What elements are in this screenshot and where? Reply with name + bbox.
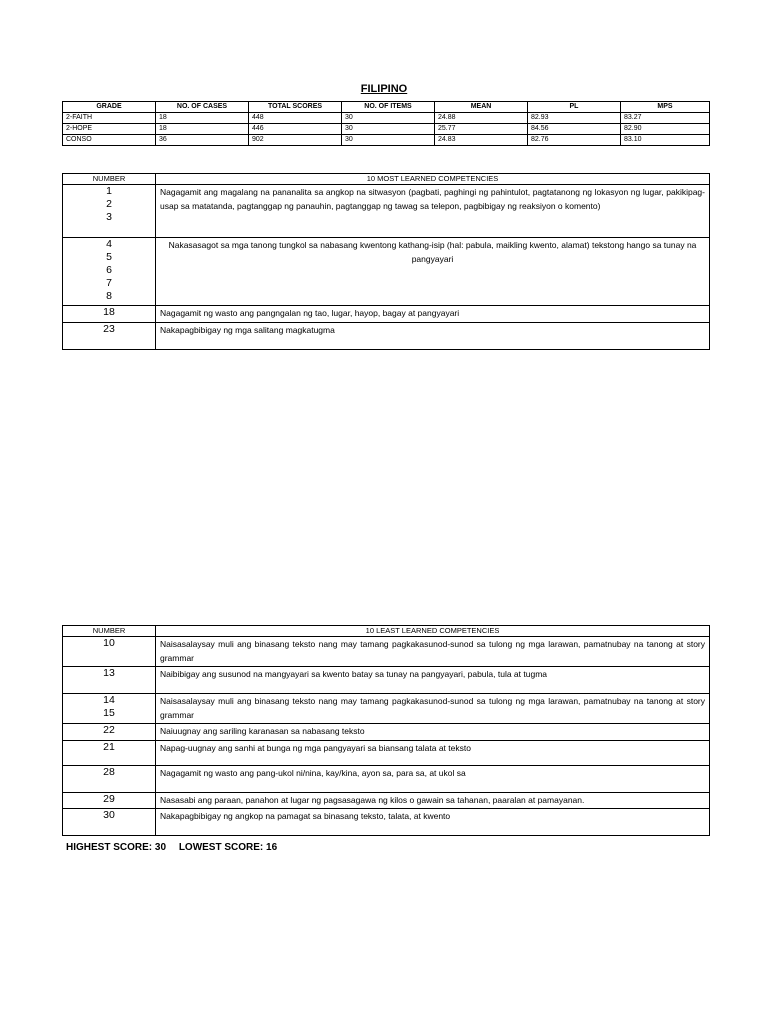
score-summary [66, 842, 287, 853]
most-row [63, 306, 710, 323]
cell: 25.77 [435, 124, 528, 135]
number-value: 14 [103, 694, 115, 706]
cell: 18 [156, 113, 249, 124]
least-learned-table [62, 625, 710, 836]
competency-text: Naiuugnay ang sariling karanasan sa nabasang teksto [156, 724, 710, 741]
header-grade: GRADE [63, 102, 156, 113]
least-row [63, 694, 710, 724]
competency-number [63, 809, 156, 836]
competency-text: Nagagamit ng wasto ang pang-ukol ni/nina, kay/kina, ayon sa, para sa, at ukol sa [156, 765, 710, 792]
competency-number [63, 740, 156, 765]
competency-text: Nakasasagot sa mga tanong tungkol sa nabasang kwentong kathang-isip (hal: pabula, maikling kwento, alamat) tekstong hango sa tunay na pangyayari [156, 238, 710, 306]
competency-number [63, 792, 156, 809]
number-value: 15 [103, 707, 115, 719]
cell: 902 [249, 135, 342, 146]
competency-number [63, 667, 156, 694]
least-row [63, 724, 710, 741]
least-row [63, 667, 710, 694]
cell: 82.90 [621, 124, 710, 135]
competency-text: Nagagamit ang magalang na pananalita sa angkop na sitwasyon (pagbati, paghingi ng pahintulot, pagtatanong ng lokasyon ng lugar, pakikipag-usap sa matatanda, pagtanggap ng panauhin, pagtanggap ng tawag sa telepon, pagbibigay ng reaksiyon o komento) [156, 185, 710, 238]
summary-header-row [63, 102, 710, 113]
number-value: 28 [103, 765, 115, 778]
competency-number [63, 306, 156, 323]
most-learned-table [62, 173, 710, 350]
competency-number [63, 724, 156, 741]
most-row [63, 322, 710, 349]
number-value: 3 [106, 211, 112, 223]
header-cases: NO. OF CASES [156, 102, 249, 113]
number-value: 18 [103, 306, 115, 318]
competency-text: Naisasalaysay muli ang binasang teksto nang may tamang pagkakasunod-sunod sa tulong ng mga larawan, pamatnubay na tanong at story grammar [156, 694, 710, 724]
least-row [63, 740, 710, 765]
lowest-score: LOWEST SCORE: 16 [178, 842, 278, 853]
cell: 30 [342, 113, 435, 124]
header-mean: MEAN [435, 102, 528, 113]
cell: 24.83 [435, 135, 528, 146]
least-header-title: 10 LEAST LEARNED COMPETENCIES [156, 626, 710, 637]
competency-text: Nakapagbibigay ng angkop na pamagat sa binasang teksto, talata, at kwento [156, 809, 710, 836]
number-value: 29 [103, 792, 115, 805]
cell: CONSO [63, 135, 156, 146]
number-value: 30 [103, 809, 115, 821]
cell: 83.10 [621, 135, 710, 146]
header-mps: MPS [621, 102, 710, 113]
number-value: 21 [103, 740, 115, 753]
competency-text: Nagagamit ng wasto ang pangngalan ng tao, lugar, hayop, bagay at pangyayari [156, 306, 710, 323]
least-header-number: NUMBER [63, 626, 156, 637]
cell: 83.27 [621, 113, 710, 124]
number-value: 23 [103, 322, 115, 335]
summary-row [63, 135, 710, 146]
highest-score: HIGHEST SCORE: 30 [66, 842, 167, 853]
cell: 2-HOPE [63, 124, 156, 135]
least-row [63, 637, 710, 667]
most-header-title: 10 MOST LEARNED COMPETENCIES [156, 174, 710, 185]
number-value: 5 [106, 251, 112, 263]
number-value: 4 [106, 238, 112, 250]
cell: 18 [156, 124, 249, 135]
summary-row [63, 124, 710, 135]
number-value: 2 [106, 198, 112, 210]
number-value: 6 [106, 264, 112, 276]
summary-row [63, 113, 710, 124]
cell: 448 [249, 113, 342, 124]
competency-number [63, 765, 156, 792]
header-pl: PL [528, 102, 621, 113]
cell: 82.93 [528, 113, 621, 124]
cell: 446 [249, 124, 342, 135]
cell: 30 [342, 135, 435, 146]
competency-number [63, 322, 156, 349]
cell: 2-FAITH [63, 113, 156, 124]
least-header-row [63, 626, 710, 637]
least-row [63, 809, 710, 836]
least-row [63, 792, 710, 809]
number-value: 1 [106, 185, 112, 197]
competency-text: Nasasabi ang paraan, panahon at lugar ng pagsasagawa ng kilos o gawain sa tahanan, paaralan at pamayanan. [156, 792, 710, 809]
header-total-scores: TOTAL SCORES [249, 102, 342, 113]
number-value: 22 [103, 724, 115, 736]
least-row [63, 765, 710, 792]
competency-number [63, 185, 156, 238]
number-value: 7 [106, 277, 112, 289]
competency-text: Naisasalaysay muli ang binasang teksto nang may tamang pagkakasunod-sunod sa tulong ng mga larawan, pamatnubay na tanong at story grammar [156, 637, 710, 667]
most-row [63, 185, 710, 238]
most-header-row [63, 174, 710, 185]
page-title: FILIPINO [360, 83, 408, 95]
cell: 84.56 [528, 124, 621, 135]
header-items: NO. OF ITEMS [342, 102, 435, 113]
competency-text: Naibibigay ang susunod na mangyayari sa kwento batay sa tunay na pangyayari, pabula, tula at tugma [156, 667, 710, 694]
most-header-number: NUMBER [63, 174, 156, 185]
cell: 36 [156, 135, 249, 146]
number-value: 8 [106, 290, 112, 302]
number-value: 10 [103, 637, 115, 649]
cell: 24.88 [435, 113, 528, 124]
cell: 30 [342, 124, 435, 135]
competency-number [63, 637, 156, 667]
cell: 82.76 [528, 135, 621, 146]
competency-number [63, 238, 156, 306]
competency-text: Napag-uugnay ang sanhi at bunga ng mga pangyayari sa biansang talata at teksto [156, 740, 710, 765]
number-value: 13 [103, 667, 115, 679]
competency-number [63, 694, 156, 724]
most-row [63, 238, 710, 306]
competency-text: Nakapagbibigay ng mga salitang magkatugma [156, 322, 710, 349]
summary-table [62, 101, 710, 146]
